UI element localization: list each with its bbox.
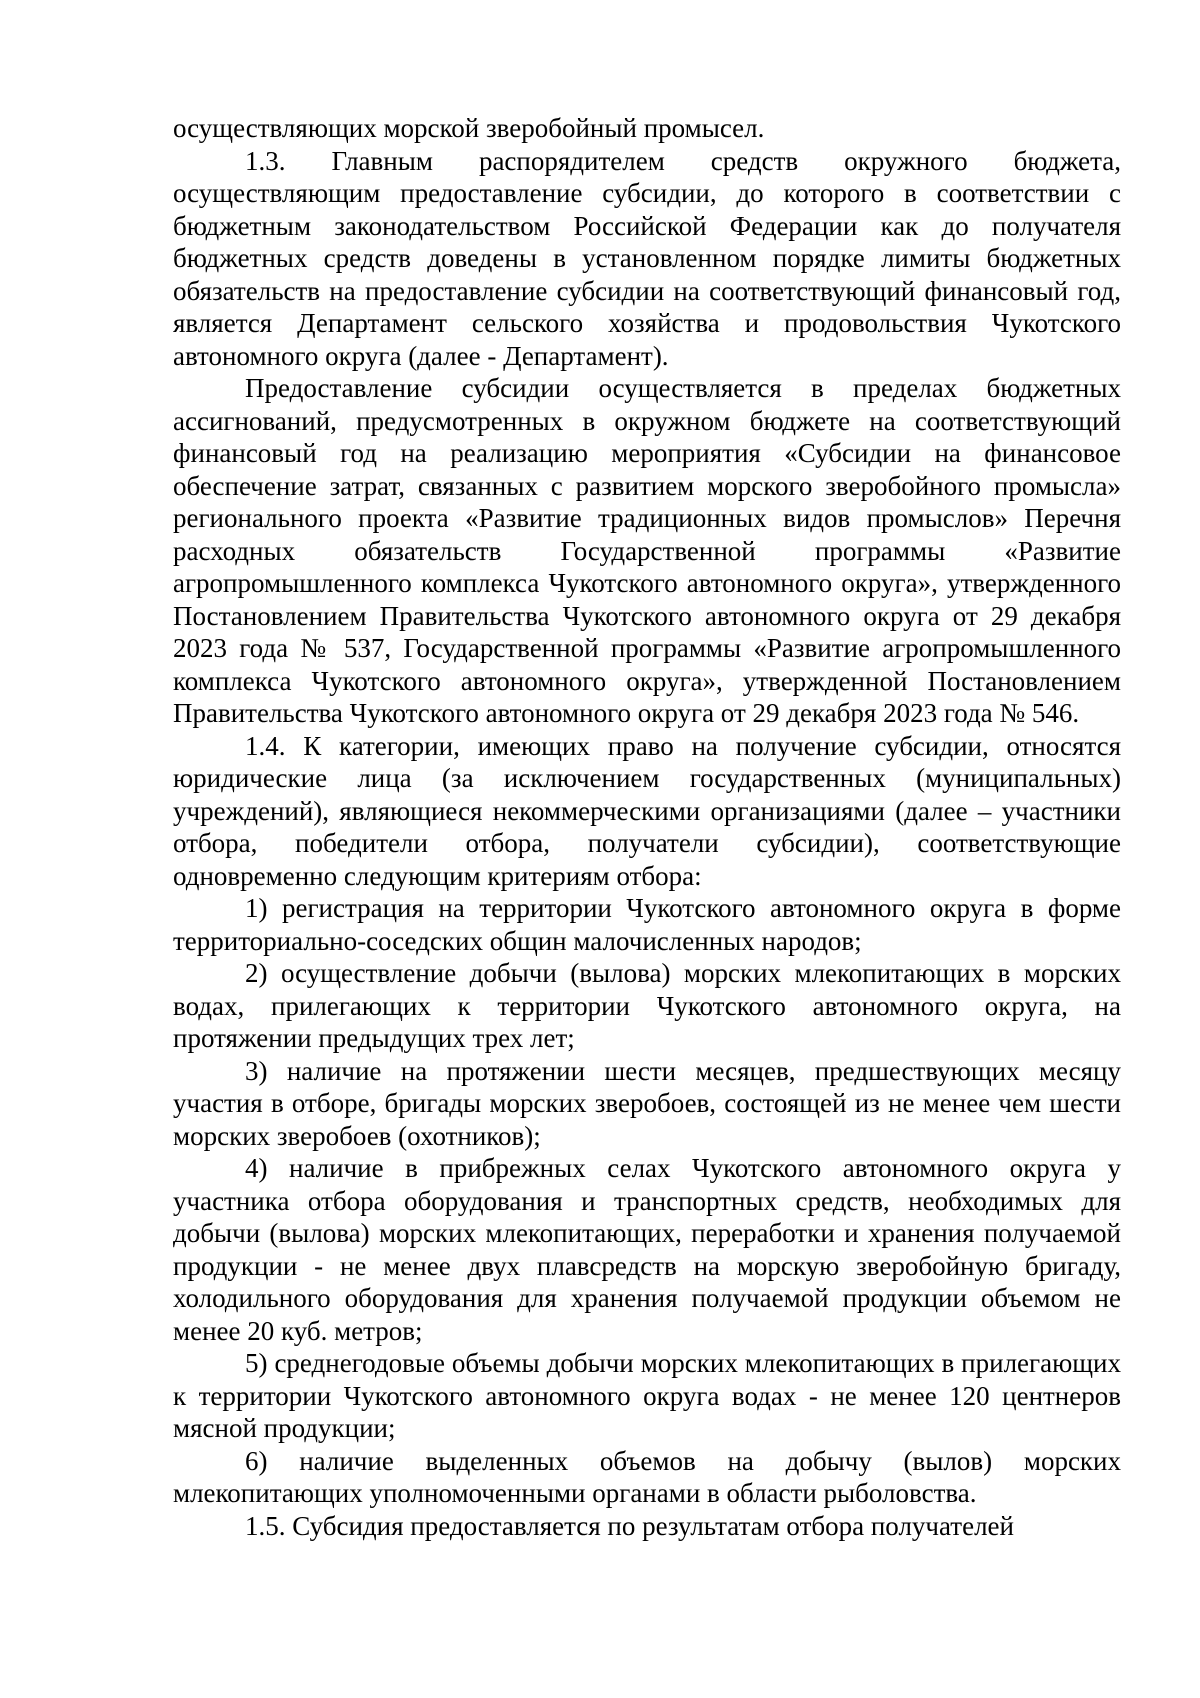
paragraph-1-5: 1.5. Субсидия предоставляется по результатам отбора получателей — [245, 1510, 1014, 1541]
paragraph-continuation: осуществляющих морской зверобойный промысел. — [173, 113, 765, 143]
criterion-2: 2) осуществление добычи (вылова) морских млекопитающих в морских водах, прилегающих к территории Чукотского автономного округа, на протяжении предыдущих трех лет; — [173, 958, 1121, 1053]
criterion-6: 6) наличие выделенных объемов на добычу (вылов) морских млекопитающих уполномоченными органами в области рыболовства. — [173, 1445, 1121, 1508]
paragraph-1-4: 1.4. К категории, имеющих право на получение субсидии, относятся юридические лица (за исключением государственных (муниципальных) учреждений), являющиеся некоммерческими организациями (далее – участники отбора, победители отбора, получатели субсидии), соответствующие одновременно следующим критериям отбора: — [173, 730, 1121, 891]
paragraph-1-3: 1.3. Главным распорядителем средств окружного бюджета, осуществляющим предоставление субсидии, до которого в соответствии с бюджетным законодательством Российской Федерации как до получателя бюджетных средств доведены в установленном порядке лимиты бюджетных обязательств на предоставление субсидии на соответствующий финансовый год, является Департамент сельского хозяйства и продовольствия Чукотского автономного округа (далее - Департамент). — [173, 145, 1121, 371]
document-page — [173, 112, 1121, 1542]
criterion-1: 1) регистрация на территории Чукотского автономного округа в форме территориально-соседских общин малочисленных народов; — [173, 893, 1121, 956]
criterion-4: 4) наличие в прибрежных селах Чукотского автономного округа у участника отбора оборудования и транспортных средств, необходимых для добычи (вылова) морских млекопитающих, переработки и хранения получаемой продукции - не менее двух плавсредств на морскую зверобойную бригаду, холодильного оборудования для хранения получаемой продукции объемом не менее 20 куб. метров; — [173, 1153, 1121, 1346]
criterion-3: 3) наличие на протяжении шести месяцев, предшествующих месяцу участия в отборе, бригады морских зверобоев, состоящей из не менее чем шести морских зверобоев (охотников); — [173, 1055, 1121, 1151]
criterion-5: 5) среднегодовые объемы добычи морских млекопитающих в прилегающих к территории Чукотского автономного округа водах - не менее 120 центнеров мясной продукции; — [173, 1348, 1121, 1443]
paragraph-budget-allocation: Предоставление субсидии осуществляется в пределах бюджетных ассигнований, предусмотренных в окружном бюджете на соответствующий финансовый год на реализацию мероприятия «Субсидии на финансовое обеспечение затрат, связанных с развитием морского зверобойного промысла» регионального проекта «Развитие традиционных видов промыслов» Перечня расходных обязательств Государственной программы «Развитие агропромышленного комплекса Чукотского автономного округа», утвержденного Постановлением Правительства Чукотского автономного округа от 29 декабря 2023 года № 537, Государственной программы «Развитие агропромышленного комплекса Чукотского автономного округа», утвержденной Постановлением Правительства Чукотского автономного округа от 29 декабря 2023 года № 546. — [173, 373, 1121, 728]
